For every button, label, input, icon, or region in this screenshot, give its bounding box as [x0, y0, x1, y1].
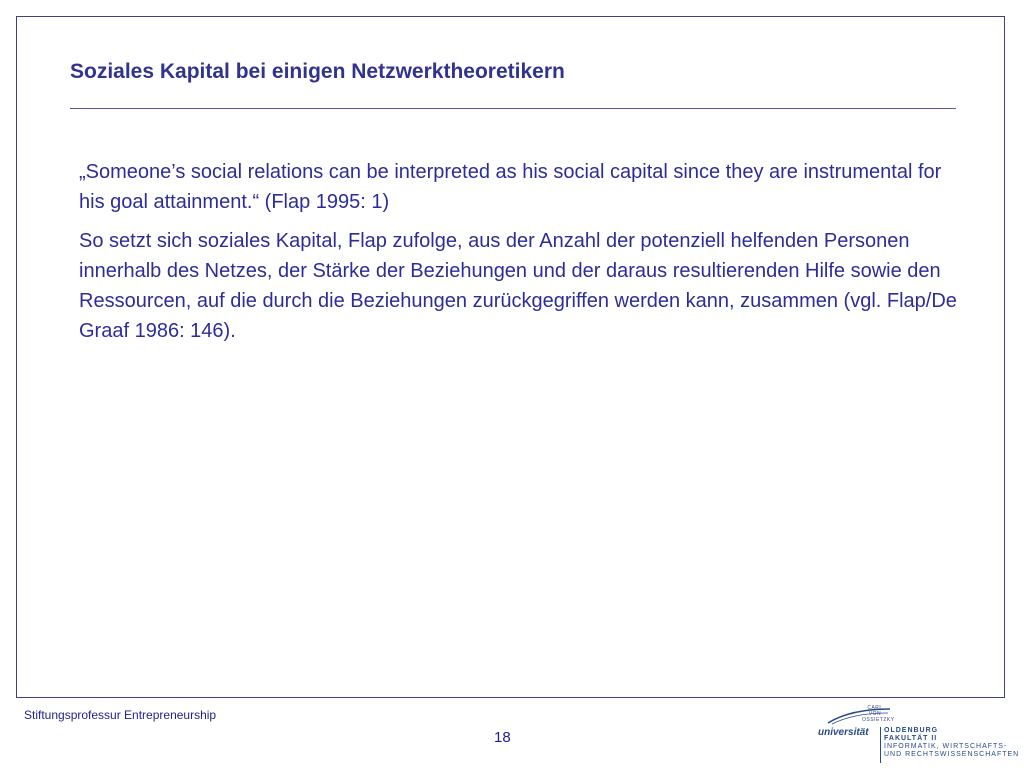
logo-line-4: UND RECHTSWISSENSCHAFTEN: [884, 751, 1020, 758]
title-divider: [70, 108, 956, 109]
slide-body: [79, 157, 959, 355]
logo-divider: [880, 727, 881, 763]
logo-von: VON: [868, 711, 882, 717]
logo-oldenburg: OLDENBURG: [884, 727, 939, 734]
footer-chair-name: Stiftungsprofessur Entrepreneurship: [24, 708, 217, 722]
logo-ossietzky: OSSIETZKY: [862, 717, 895, 723]
explanation-paragraph: So setzt sich soziales Kapital, Flap zufolge, aus der Anzahl der potenziell helfenden Personen innerhalb des Netzes, der Stärke der Beziehungen und der daraus resultierenden Hilfe sowie den Ressourcen, auf die durch die Beziehungen zurückgegriffen werden kann, zusammen (vgl. Flap/De Graaf 1986: 146).: [79, 230, 957, 342]
logo-carl: CARL: [867, 705, 883, 711]
logo-line-3: INFORMATIK, WIRTSCHAFTS-: [884, 743, 1008, 750]
logo-carl-von-ossietzky: [862, 705, 895, 723]
slide-title: Soziales Kapital bei einigen Netzwerktheoretikern: [70, 60, 565, 83]
page-number: 18: [494, 729, 511, 746]
university-logo: [816, 703, 1020, 765]
quote-paragraph: „Someone’s social relations can be interpreted as his social capital since they are instrumental for his goal attainment.“ (Flap 1995: 1): [79, 161, 942, 213]
logo-universitaet: universität: [818, 727, 869, 738]
slide-frame: [16, 16, 1005, 698]
logo-fakultaet: FAKULTÄT II: [884, 735, 938, 742]
logo-faculty-text: [884, 727, 1019, 759]
